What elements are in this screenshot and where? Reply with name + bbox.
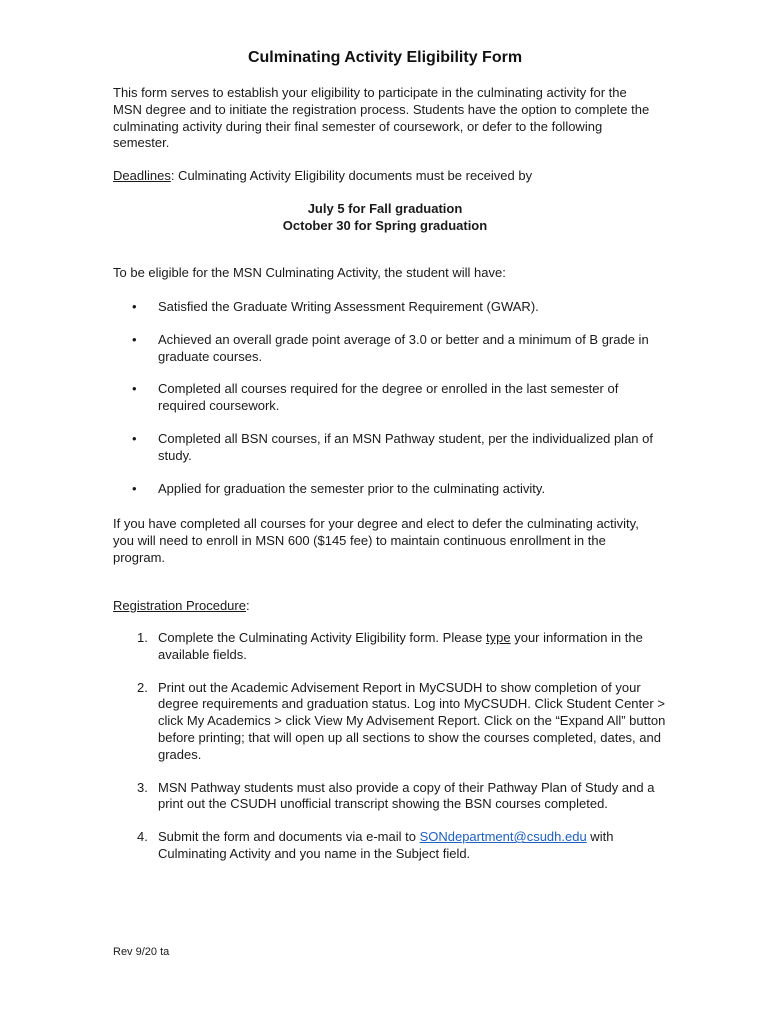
eligibility-item-text: Satisfied the Graduate Writing Assessment Requirement (GWAR). (158, 299, 539, 314)
eligibility-item-text: Completed all BSN courses, if an MSN Pathway student, per the individualized plan of study. (158, 430, 653, 463)
eligibility-intro: To be eligible for the MSN Culminating Activity, the student will have: (113, 265, 506, 280)
list-item (113, 481, 658, 498)
step-number: 1. (137, 630, 148, 645)
bullet-icon: • (132, 381, 137, 397)
bullet-icon: • (132, 430, 137, 446)
registration-colon: : (245, 598, 250, 613)
step-emphasis: type (486, 630, 511, 645)
registration-steps (113, 630, 673, 879)
list-item (113, 299, 658, 316)
list-item (113, 381, 658, 415)
list-item (113, 431, 658, 465)
defer-paragraph: If you have completed all courses for your degree and elect to defer the culminating activity, you will need to enroll in MSN 600 ($145 fee) to maintain continuous enrollment in the program. (113, 516, 639, 565)
step-text: Submit the form and documents via e-mail to (158, 829, 420, 845)
registration-label: Registration Procedure (113, 598, 246, 613)
bullet-icon: • (132, 331, 137, 347)
step-number: 2. (137, 679, 148, 695)
fall-deadline: July 5 for Fall graduation (307, 201, 463, 216)
intro-paragraph: This form serves to establish your eligibility to participate in the culminating activity for the MSN degree and to initiate the registration process. Students have the option to complete the culminating activity during their final semester of coursework, or defer to the following semester. (113, 85, 650, 151)
list-item (113, 780, 673, 814)
eligibility-item-text: Achieved an overall grade point average of 3.0 or better and a minimum of B grade in graduate courses. (158, 331, 649, 364)
list-item (113, 680, 673, 764)
step-text: with Culminating Activity and you name in the Subject field. (158, 829, 614, 861)
step-text: Complete the Culminating Activity Eligibility form. Please (158, 630, 487, 645)
eligibility-item-text: Applied for graduation the semester prior to the culminating activity. (158, 480, 546, 496)
email-link[interactable]: SONdepartment@csudh.edu (419, 829, 587, 845)
revision-footer: Rev 9/20 ta (113, 946, 170, 958)
deadlines-label: Deadlines (113, 168, 171, 183)
eligibility-list (113, 299, 658, 513)
step-text: your information in the available fields. (158, 630, 643, 662)
deadlines-paragraph (113, 168, 658, 185)
step-text: MSN Pathway students must also provide a copy of their Pathway Plan of Study and a print out the CSUDH unofficial transcript showing the BSN courses completed. (158, 779, 655, 812)
step-number: 4. (137, 829, 148, 845)
eligibility-item-text: Completed all courses required for the degree or enrolled in the last semester of required coursework. (158, 381, 619, 414)
spring-deadline: October 30 for Spring graduation (282, 218, 488, 233)
list-item (113, 829, 673, 863)
list-item (113, 630, 673, 664)
step-text: Print out the Academic Advisement Report in MyCSUDH to show completion of your degree requirements and graduation status. Log into MyCSUDH. Click Student Center > click My Academics > click View My Advisement Report. Click on the “Expand All” button before printing; that will open up all sections to show the courses completed, dates, and grades. (158, 679, 666, 762)
bullet-icon: • (132, 299, 137, 314)
deadlines-text: : Culminating Activity Eligibility documents must be received by (170, 168, 533, 183)
registration-heading (113, 598, 658, 615)
list-item (113, 332, 658, 366)
bullet-icon: • (132, 480, 137, 496)
step-number: 3. (137, 779, 148, 795)
form-title: Culminating Activity Eligibility Form (247, 49, 523, 66)
